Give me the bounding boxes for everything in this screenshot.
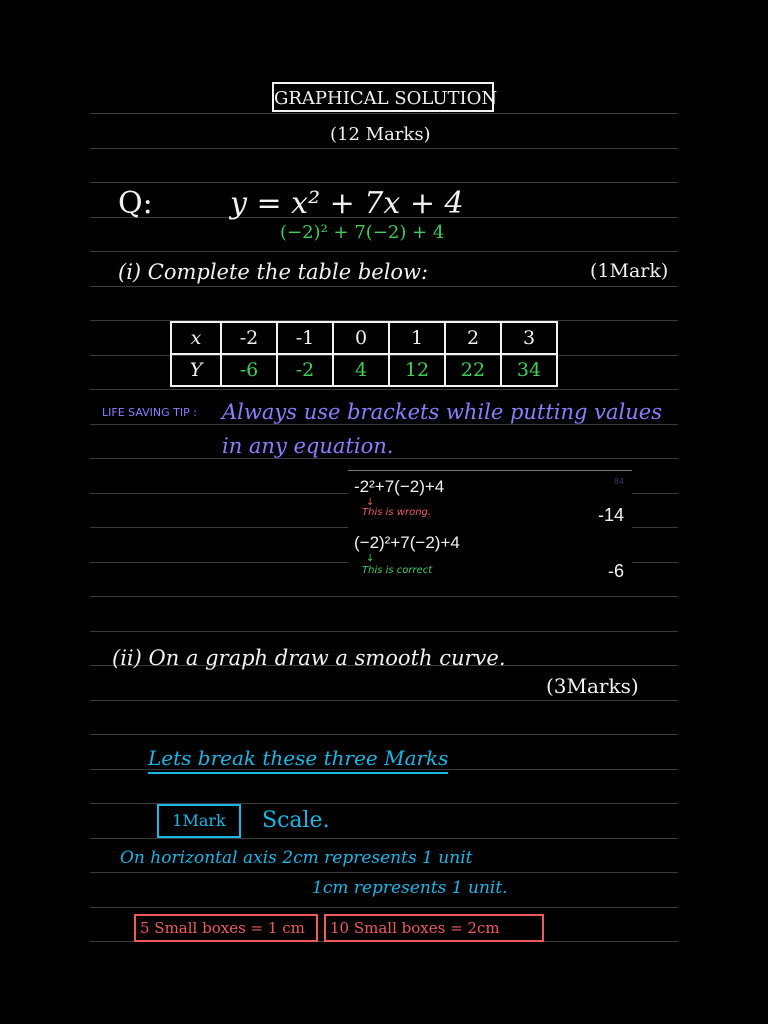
rule-line [90,251,678,252]
tip-text-line2: in any equation. [222,434,394,458]
correct-note: This is correct [362,565,433,576]
table-cell: 2 [445,322,501,354]
part1-prompt: (i) Complete the table below: [118,260,429,284]
table-row-x [171,322,557,354]
part2-prompt: (ii) On a graph draw a smooth curve. [112,646,506,670]
substitution-note: (−2)² + 7(−2) + 4 [280,222,445,243]
rule-line [90,872,678,873]
rule-line [90,148,678,149]
table-cell: -2 [277,354,333,386]
small-boxes-1cm: 5 Small boxes = 1 cm [134,914,318,942]
table-cell: -6 [221,354,277,386]
table-cell: 1 [389,322,445,354]
table-header-x: x [171,322,221,354]
arrow-down-icon: ↓ [366,553,375,564]
table-cell: 22 [445,354,501,386]
rule-line [90,907,678,908]
rule-line [90,838,678,839]
table-header-y: Y [171,354,221,386]
rule-line [90,458,678,459]
part1-marks: (1Mark) [590,260,669,282]
rule-line [90,424,678,425]
breakdown-heading: Lets break these three Marks [148,746,448,774]
correct-result: -6 [607,561,624,581]
rule-line [90,389,678,390]
table-cell: 0 [333,322,389,354]
question-equation: y = x² + 7x + 4 [230,186,464,221]
rule-line [90,700,678,701]
part2-marks: (3Marks) [546,674,639,698]
rule-line [90,631,678,632]
table-cell: 12 [389,354,445,386]
rule-line [90,596,678,597]
wrong-expression: -2²+7(−2)+4 [354,477,445,496]
wrong-note: This is wrong. [362,507,432,518]
rule-line [90,182,678,183]
page-title: GRAPHICAL SOLUTION [272,82,494,112]
tip-label: LIFE SAVING TIP : [102,406,197,419]
rule-line [90,286,678,287]
question-label: Q: [118,186,153,221]
wrong-result: -14 [597,505,624,525]
table-cell: -1 [277,322,333,354]
vertical-scale-note: 1cm represents 1 unit. [312,878,508,898]
calculator-snippet [348,470,632,589]
tip-text-line1: Always use brackets while putting values [222,400,662,424]
faint-value: 84 [613,477,624,486]
small-boxes-2cm: 10 Small boxes = 2cm [324,914,544,942]
table-cell: 4 [333,354,389,386]
total-marks: (12 Marks) [330,124,431,145]
values-table [170,321,558,387]
mark-box: 1Mark [157,804,241,838]
horizontal-scale-note: On horizontal axis 2cm represents 1 unit [120,848,473,868]
table-cell: 3 [501,322,557,354]
rule-line [90,734,678,735]
arrow-down-icon: ↓ [366,497,375,508]
correct-expression: (−2)²+7(−2)+4 [354,533,460,552]
table-row-y [171,354,557,386]
scale-label: Scale. [262,808,330,833]
table-cell: 34 [501,354,557,386]
table-cell: -2 [221,322,277,354]
